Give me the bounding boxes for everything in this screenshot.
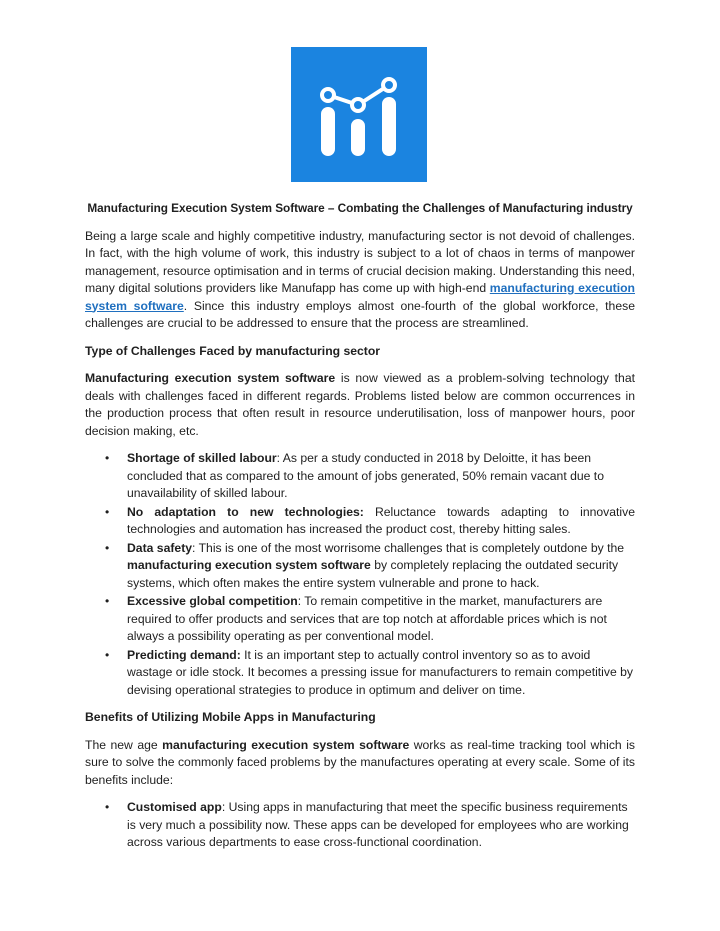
list-item-title: Shortage of skilled labour — [127, 451, 277, 465]
paragraph-text: is now viewed as a problem-solving technology that deals with challenges faced in different regards. Problems listed below are common occurrences in the production process that often result in resource underutilisation, loss of manpower hours, poor decision making, etc. — [85, 371, 636, 438]
paragraph-text: The new age — [85, 737, 163, 752]
bullet-icon: • — [105, 800, 110, 814]
paragraph-text: works as real-time tracking tool which is sure to solve the commonly faced problems by the manufactures operating at every scale. Some of its benefits include: — [85, 737, 635, 787]
challenges-paragraph — [85, 370, 635, 440]
list-item — [85, 593, 635, 646]
bold-term: Manufacturing execution system software — [85, 371, 336, 385]
bullet-icon: • — [105, 647, 110, 662]
list-item — [85, 799, 635, 852]
mes-software-link[interactable]: manufacturing execution system software — [85, 281, 635, 313]
list-item-text: : To remain competitive in the market, manufacturers are required to offer products and services that are top notch at affordable prices which is not always a possibility operating as per conventional model. — [127, 594, 607, 643]
bullet-icon: • — [105, 540, 110, 555]
list-item-text: : This is one of the most worrisome challenges that is completely outdone by the — [192, 540, 625, 555]
list-item-title: Data safety — [127, 540, 193, 555]
list-item-text: : Using apps in manufacturing that meet the specific business requirements is very much a possibility now. These apps can be developed for employees who are working across various departments to ease cross-functional coordination. — [127, 800, 629, 849]
list-item-title: Predicting demand: — [127, 647, 241, 662]
bold-term: manufacturing execution system software — [162, 737, 410, 752]
list-item — [85, 450, 635, 503]
list-item — [85, 647, 635, 700]
document-title: Manufacturing Execution System Software – Combating the Challenges of Manufacturing industry — [87, 201, 633, 215]
list-item-title: No adaptation to new technologies: — [127, 504, 364, 519]
intro-text-end: . Since this industry employs almost one-fourth of the global workforce, these challenges are crucial to be addressed to ensure that the process are streamlined. — [85, 298, 635, 330]
list-item-text: It is an important step to actually control inventory so as to avoid wastage or idle stock. It becomes a pressing issue for manufacturers to remain competitive by devising operational strategies to produce in optimum and deliver on time. — [127, 647, 634, 697]
bullet-icon: • — [105, 594, 110, 608]
logo — [291, 47, 427, 182]
list-item — [85, 504, 635, 539]
list-item-text: Reluctance towards adapting to innovative technologies and automation has increased the product cost, thereby hitting sales. — [127, 504, 635, 536]
list-item-text: : As per a study conducted in 2018 by Deloitte, it has been concluded that as compared to the amount of jobs generated, 50% remain vacant due to unavailability of skilled labour. — [127, 451, 604, 500]
challenges-list — [85, 450, 635, 699]
intro-paragraph — [85, 228, 635, 333]
bullet-icon: • — [105, 504, 110, 519]
intro-text: Being a large scale and highly competitive industry, manufacturing sector is not devoid of challenges. In fact, with the high volume of work, this industry is subject to a lot of chaos in terms of manpower management, resource optimisation and in terms of crucial decision making. Understanding this need, many digital solutions providers like Manufapp has come up with high-end — [85, 228, 635, 295]
document-body — [85, 200, 635, 862]
list-item — [85, 540, 635, 593]
list-item-text: by completely replacing the outdated security systems, which often makes the entire system vulnerable and prone to hack. — [127, 558, 619, 590]
bullet-icon: • — [105, 451, 110, 465]
section-heading-challenges: Type of Challenges Faced by manufacturing sector — [85, 343, 381, 358]
benefits-list — [85, 799, 635, 852]
section-heading-benefits: Benefits of Utilizing Mobile Apps in Manufacturing — [85, 710, 376, 724]
list-item-title: Customised app — [127, 800, 222, 814]
benefits-paragraph — [85, 737, 635, 790]
manufapp-logo-icon — [291, 47, 427, 182]
bold-term: manufacturing execution system software — [127, 558, 371, 572]
list-item-title: Excessive global competition — [127, 594, 298, 608]
